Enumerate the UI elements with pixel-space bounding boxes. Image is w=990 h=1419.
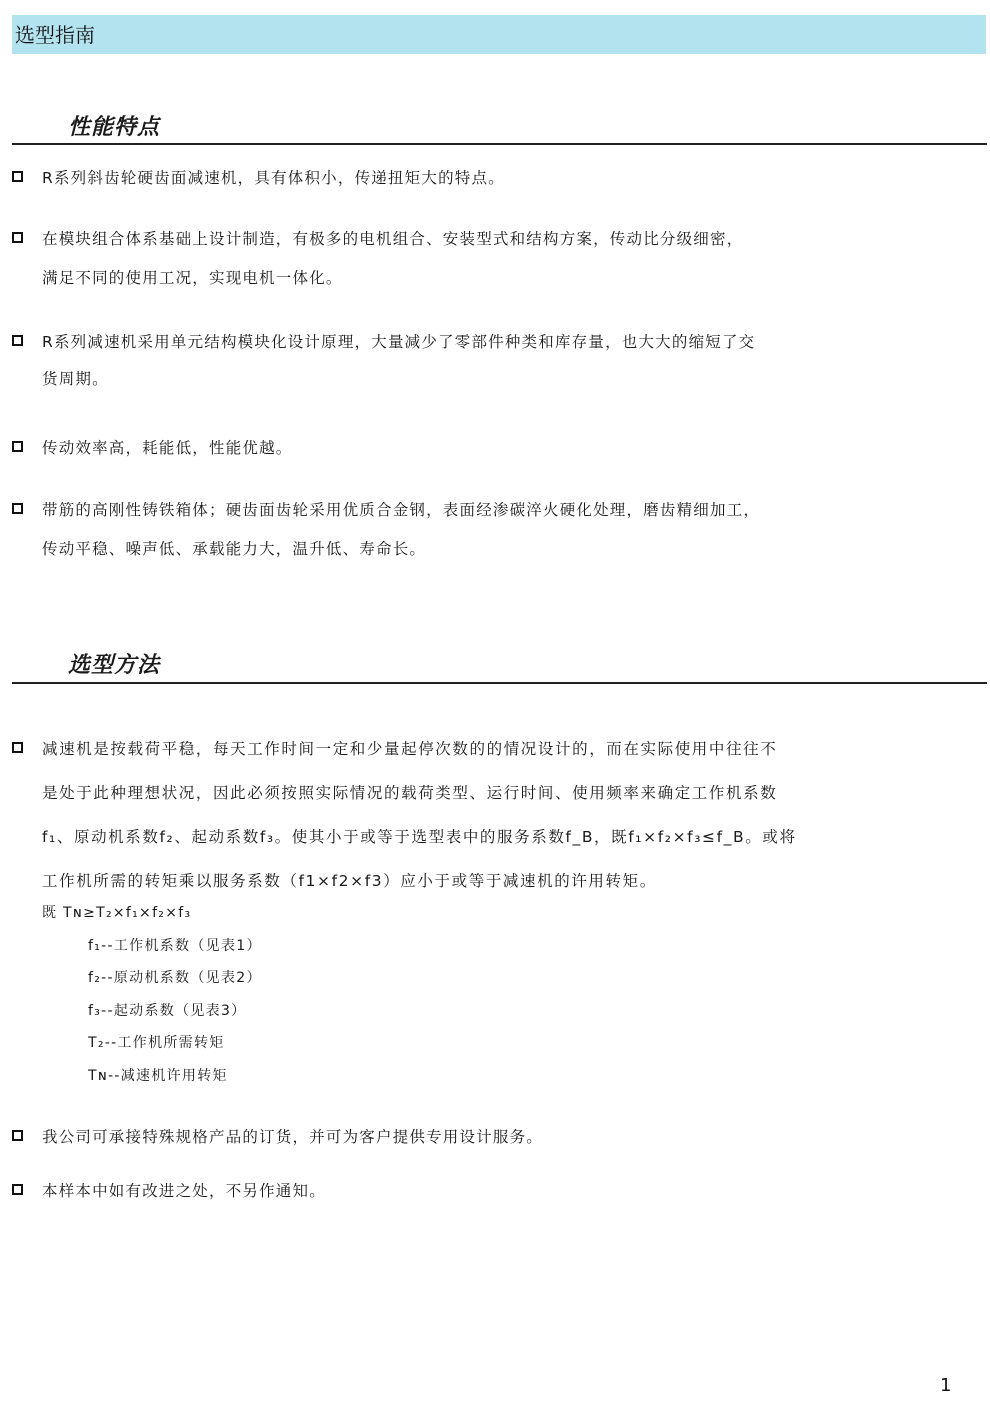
method-text: 我公司可承接特殊规格产品的订货，并可为客户提供专用设计服务。 [42,1128,544,1146]
feature-text: 货周期。 [42,370,109,388]
definition-item: Tɴ--减速机许用转矩 [88,1068,228,1084]
definition-item: f₃--起动系数（见表3） [88,1003,247,1019]
section-divider [12,682,987,684]
method-text: 是处于此种理想状况，因此必须按照实际情况的载荷类型、运行时间、使用频率来确定工作机系数 [42,784,778,802]
feature-text: R系列减速机采用单元结构模块化设计原理，大量减少了零部件种类和库存量，也大大的缩短了交 [42,333,756,351]
definition-item: f₂--原动机系数（见表2） [88,970,262,986]
checkbox-icon [12,742,23,753]
feature-text: 满足不同的使用工况，实现电机一体化。 [42,269,343,287]
feature-text: R系列斜齿轮硬齿面减速机，具有体积小，传递扭矩大的特点。 [42,169,505,187]
page-number: 1 [940,1375,952,1396]
method-text: 减速机是按载荷平稳，每天工作时间一定和少量起停次数的的情况设计的，而在实际使用中往往不 [42,740,778,758]
checkbox-icon [12,1130,23,1141]
definition-item: f₁--工作机系数（见表1） [88,938,262,954]
method-text: f₁、原动机系数f₂、起动系数f₃。使其小于或等于选型表中的服务系数f_B，既f₁×f₂×f₃≤f_B。或将 [42,828,797,846]
method-text: 工作机所需的转矩乘以服务系数（f1×f2×f3）应小于或等于减速机的许用转矩。 [42,872,657,890]
definition-item: T₂--工作机所需转矩 [88,1035,225,1051]
formula: 既 Tɴ≥T₂×f₁×f₂×f₃ [42,905,192,921]
checkbox-icon [12,232,23,243]
checkbox-icon [12,1184,23,1195]
checkbox-icon [12,335,23,346]
feature-text: 带筋的高刚性铸铁箱体；硬齿面齿轮采用优质合金钢，表面经渗碳淬火硬化处理，磨齿精细加工， [42,501,761,519]
section-title-features: 性能特点 [68,115,161,140]
feature-text: 传动效率高，耗能低，性能优越。 [42,439,293,457]
checkbox-icon [12,171,23,182]
checkbox-icon [12,441,23,452]
feature-text: 传动平稳、噪声低、承载能力大，温升低、寿命长。 [42,540,427,558]
section-title-selection: 选型方法 [68,653,161,678]
checkbox-icon [12,503,23,514]
feature-text: 在模块组合体系基础上设计制造，有极多的电机组合、安装型式和结构方案，传动比分级细密， [42,230,744,248]
header-bar [12,15,986,54]
section-divider [12,143,987,145]
method-text: 本样本中如有改进之处，不另作通知。 [42,1182,326,1200]
page-title: 选型指南 [15,23,95,47]
